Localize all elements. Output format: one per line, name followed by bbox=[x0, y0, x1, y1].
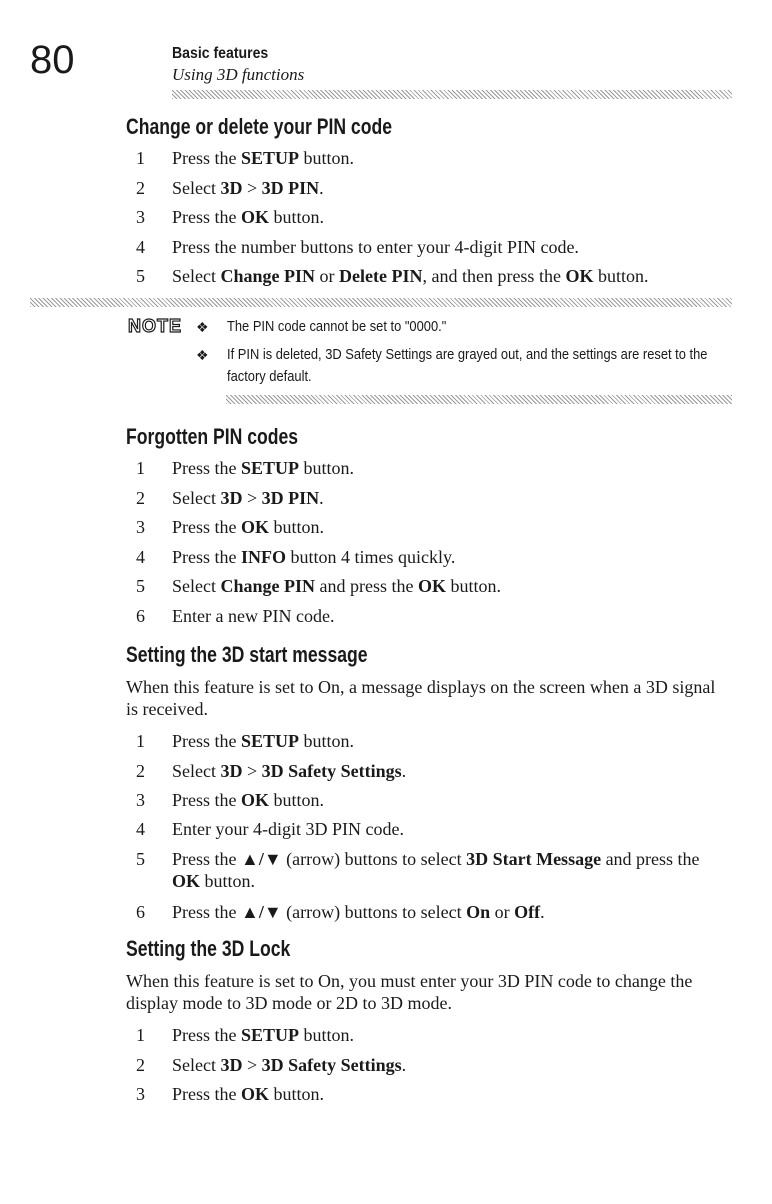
step-number: 3 bbox=[136, 1084, 145, 1104]
step-number: 2 bbox=[136, 178, 145, 198]
step-number: 4 bbox=[136, 547, 145, 567]
step-number: 2 bbox=[136, 1055, 145, 1075]
header-divider bbox=[172, 90, 732, 99]
step-number: 3 bbox=[136, 517, 145, 537]
subsection-title: Using 3D functions bbox=[172, 65, 305, 84]
step-number: 4 bbox=[136, 819, 145, 839]
step-number: 2 bbox=[136, 488, 145, 508]
step-number: 1 bbox=[136, 1025, 145, 1045]
intro-3d-lock: When this feature is set to On, you must enter your 3D PIN code to change the display mode to 3D mode or 2D to 3D mode. bbox=[126, 971, 693, 1013]
step-number: 1 bbox=[136, 458, 145, 478]
step-text: Press the ▲/▼ (arrow) buttons to select 3D Start Message and press the OK button. bbox=[172, 849, 700, 891]
step-text: Enter a new PIN code. bbox=[172, 606, 335, 626]
step-number: 5 bbox=[136, 849, 145, 869]
step-text: Press the OK button. bbox=[172, 517, 325, 537]
section-title: Basic features bbox=[172, 45, 269, 62]
step-number: 3 bbox=[136, 207, 145, 227]
arrow-up-down-icon: ▲/▼ bbox=[241, 902, 282, 922]
heading-3d-lock: Setting the 3D Lock bbox=[126, 936, 291, 961]
step-text: Select 3D > 3D PIN. bbox=[172, 488, 324, 508]
step-number: 1 bbox=[136, 148, 145, 168]
step-text: Select Change PIN and press the OK button. bbox=[172, 576, 502, 596]
diamond-bullet-icon: ❖ bbox=[196, 347, 209, 363]
step-text: Press the ▲/▼ (arrow) buttons to select On or Off. bbox=[172, 902, 545, 922]
list-item bbox=[126, 848, 726, 892]
note-label: NOTE bbox=[128, 316, 183, 336]
page-number: 80 bbox=[30, 38, 75, 82]
heading-change-pin: Change or delete your PIN code bbox=[126, 114, 393, 139]
step-number: 5 bbox=[136, 576, 145, 596]
arrow-up-down-icon: ▲/▼ bbox=[241, 849, 282, 869]
note-text: The PIN code cannot be set to "0000." bbox=[227, 318, 447, 335]
step-text: Press the SETUP button. bbox=[172, 458, 355, 478]
step-text: Select Change PIN or Delete PIN, and then press the OK button. bbox=[172, 266, 649, 286]
step-text: Press the SETUP button. bbox=[172, 148, 355, 168]
note-top-divider bbox=[30, 298, 732, 307]
step-text: Press the number buttons to enter your 4-digit PIN code. bbox=[172, 237, 579, 257]
step-text: Select 3D > 3D Safety Settings. bbox=[172, 1055, 407, 1075]
step-text: Press the OK button. bbox=[172, 790, 325, 810]
step-text: Press the SETUP button. bbox=[172, 731, 355, 751]
step-number: 6 bbox=[136, 606, 145, 626]
step-text: Press the OK button. bbox=[172, 1084, 325, 1104]
step-number: 2 bbox=[136, 761, 145, 781]
step-text: Press the OK button. bbox=[172, 207, 325, 227]
note-text: If PIN is deleted, 3D Safety Settings are grayed out, and the settings are reset to the factory default. bbox=[227, 346, 708, 385]
heading-start-message: Setting the 3D start message bbox=[126, 642, 368, 667]
step-number: 4 bbox=[136, 237, 145, 257]
heading-forgotten-pin: Forgotten PIN codes bbox=[126, 424, 299, 449]
step-text: Press the SETUP button. bbox=[172, 1025, 355, 1045]
step-number: 3 bbox=[136, 790, 145, 810]
diamond-bullet-icon: ❖ bbox=[196, 319, 209, 335]
step-number: 5 bbox=[136, 266, 145, 286]
step-text: Enter your 4-digit 3D PIN code. bbox=[172, 819, 404, 839]
step-number: 1 bbox=[136, 731, 145, 751]
step-text: Select 3D > 3D Safety Settings. bbox=[172, 761, 407, 781]
step-number: 6 bbox=[136, 902, 145, 922]
step-text: Press the INFO button 4 times quickly. bbox=[172, 547, 456, 567]
intro-start-message: When this feature is set to On, a message displays on the screen when a 3D signal is received. bbox=[126, 677, 716, 719]
step-text: Select 3D > 3D PIN. bbox=[172, 178, 324, 198]
note-bottom-divider bbox=[226, 395, 732, 404]
